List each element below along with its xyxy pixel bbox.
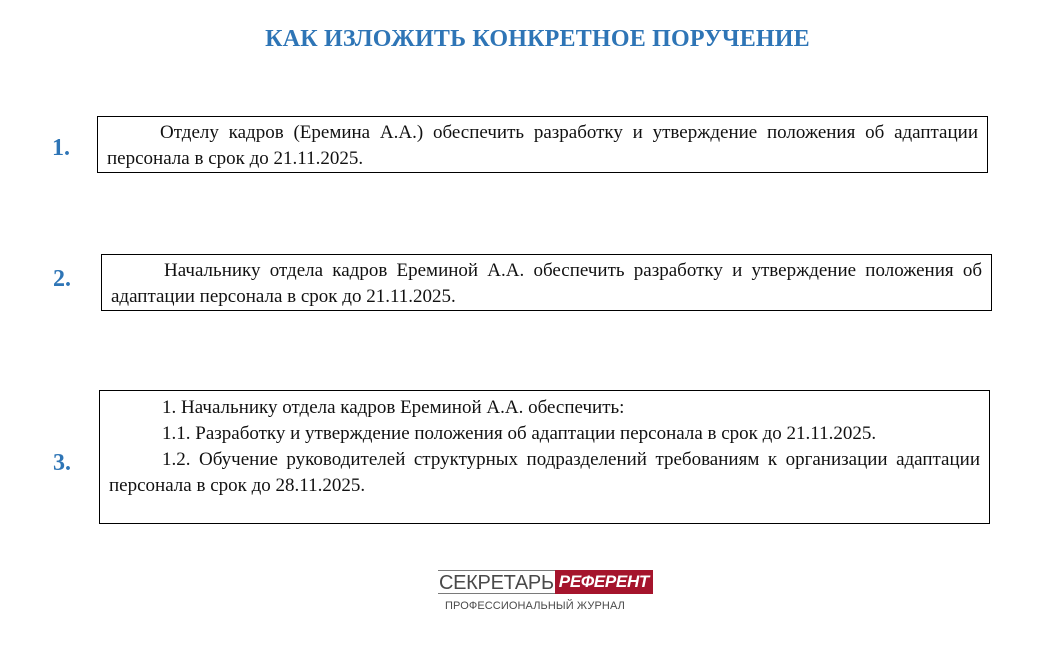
- page-title: КАК ИЗЛОЖИТЬ КОНКРЕТНОЕ ПОРУЧЕНИЕ: [265, 26, 810, 52]
- instruction-box-3: [99, 390, 990, 524]
- logo-referent-text: РЕФЕРЕНТ: [555, 570, 653, 594]
- item-number-3: 3.: [53, 450, 71, 476]
- journal-logo: [438, 570, 653, 594]
- instruction-paragraph: Отделу кадров (Еремина А.А.) обеспечить разработку и утверждение положения об адаптации персонала в срок до 21.11.2025.: [107, 122, 978, 169]
- item-number-1: 1.: [52, 135, 70, 161]
- logo-secretary-text: СЕКРЕТАРЬ: [439, 572, 554, 594]
- instruction-box-2: [101, 254, 992, 311]
- item-number-2: 2.: [53, 266, 71, 292]
- instruction-paragraph: 1.1. Разработку и утверждение положения об адаптации персонала в срок до 21.11.2025.: [162, 423, 877, 444]
- logo-subtitle: ПРОФЕССИОНАЛЬНЫЙ ЖУРНАЛ: [445, 600, 625, 612]
- instruction-paragraph: 1.2. Обучение руководителей структурных подразделений требованиям к организации адаптации персонала в срок до 28.11.2025.: [109, 449, 980, 496]
- instruction-paragraph: 1. Начальнику отдела кадров Ереминой А.А. обеспечить:: [162, 397, 625, 418]
- instruction-box-1: [97, 116, 988, 173]
- instruction-paragraph: Начальнику отдела кадров Ереминой А.А. обеспечить разработку и утверждение положения об адаптации персонала в срок до 21.11.2025.: [111, 260, 982, 307]
